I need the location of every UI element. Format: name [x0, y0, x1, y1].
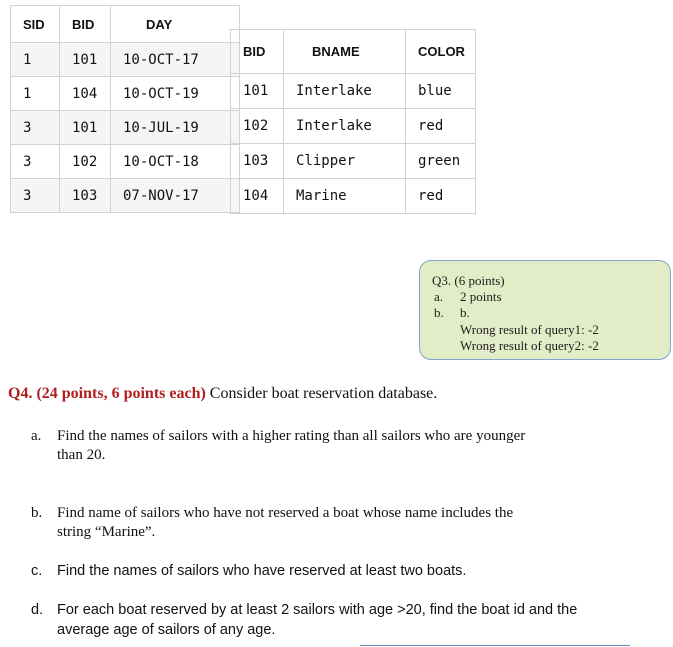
comment-b-text: b. — [460, 305, 470, 320]
comment-a-text: 2 points — [460, 289, 502, 304]
question-points: Q4. (24 points, 6 points each) — [8, 385, 206, 402]
boats-header-color: COLOR — [406, 30, 476, 74]
clipped-text-fragment — [233, 213, 343, 217]
table-cell: 101 — [231, 74, 284, 109]
boats-header-row — [231, 30, 476, 74]
table-row — [231, 74, 476, 109]
table-row — [231, 144, 476, 179]
table-cell: 1 — [11, 77, 60, 111]
table-row — [11, 43, 240, 77]
table-cell: 3 — [11, 145, 60, 179]
table-cell: green — [406, 144, 476, 179]
table-cell: Clipper — [284, 144, 406, 179]
list-item — [31, 562, 651, 582]
list-item — [31, 427, 651, 467]
table-cell: red — [406, 109, 476, 144]
table-cell: 10-OCT-18 — [111, 145, 240, 179]
table-cell: 07-NOV-17 — [111, 179, 240, 213]
item-text-continued: average age of sailors of any age. — [57, 622, 276, 638]
item-text-continued: string “Marine”. — [57, 524, 156, 540]
reserves-header-day: DAY — [111, 6, 240, 43]
comment-a-label: a. — [434, 289, 444, 304]
table-cell: 101 — [60, 111, 111, 145]
comment-deduction-1: Wrong result of query1: -2 — [460, 322, 599, 337]
item-label: b. — [31, 505, 43, 521]
list-item — [31, 601, 661, 641]
divider — [360, 645, 630, 646]
table-cell: blue — [406, 74, 476, 109]
reserves-header-bid: BID — [60, 6, 111, 43]
boats-table — [230, 29, 476, 214]
reserves-header-sid: SID — [11, 6, 60, 43]
reserves-table — [10, 5, 240, 213]
comment-b-label: b. — [434, 305, 444, 320]
table-row — [11, 77, 240, 111]
table-cell: 103 — [60, 179, 111, 213]
table-cell: 1 — [11, 43, 60, 77]
table-cell: Marine — [284, 179, 406, 214]
table-cell: 10-JUL-19 — [111, 111, 240, 145]
item-text-continued: than 20. — [57, 447, 106, 463]
grading-comment — [419, 260, 671, 360]
item-label: a. — [31, 428, 42, 444]
table-cell: Interlake — [284, 74, 406, 109]
table-cell: 10-OCT-17 — [111, 43, 240, 77]
table-cell: 101 — [60, 43, 111, 77]
table-cell: 3 — [11, 111, 60, 145]
table-row — [231, 109, 476, 144]
item-text: Find the names of sailors who have reserved at least two boats. — [57, 563, 467, 579]
table-cell: Interlake — [284, 109, 406, 144]
table-cell: 103 — [231, 144, 284, 179]
table-cell: 102 — [231, 109, 284, 144]
table-cell: 102 — [60, 145, 111, 179]
table-cell: 10-OCT-19 — [111, 77, 240, 111]
question-intro: Consider boat reservation database. — [205, 385, 438, 402]
list-item — [31, 504, 651, 544]
table-row — [11, 179, 240, 213]
table-row — [11, 111, 240, 145]
comment-deduction-2: Wrong result of query2: -2 — [460, 338, 599, 353]
comment-title: Q3. (6 points) — [432, 273, 505, 288]
item-text: Find the names of sailors with a higher rating than all sailors who are younger — [57, 428, 526, 444]
item-text: For each boat reserved by at least 2 sailors with age >20, find the boat id and the — [57, 602, 578, 618]
table-row — [231, 179, 476, 214]
item-label: d. — [31, 602, 44, 618]
table-cell: 104 — [60, 77, 111, 111]
item-text: Find name of sailors who have not reserved a boat whose name includes the — [57, 505, 514, 521]
table-cell: red — [406, 179, 476, 214]
boats-header-bid: BID — [231, 30, 284, 74]
boats-header-bname: BNAME — [284, 30, 406, 74]
table-cell: 3 — [11, 179, 60, 213]
question-heading — [8, 385, 437, 403]
table-cell: 104 — [231, 179, 284, 214]
reserves-header-row — [11, 6, 240, 43]
item-label: c. — [31, 563, 43, 579]
table-row — [11, 145, 240, 179]
